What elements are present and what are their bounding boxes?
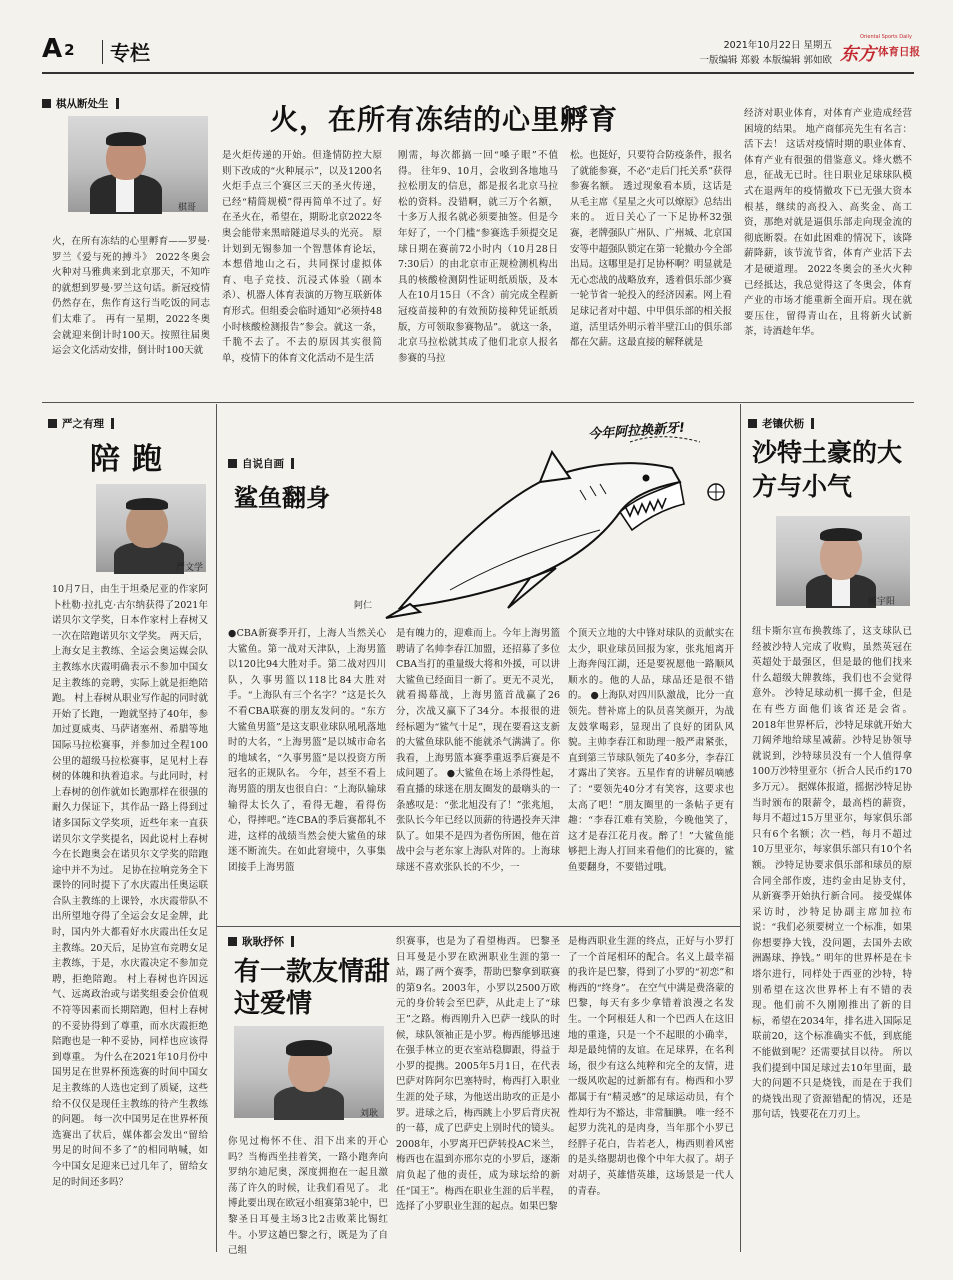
author-name-liu: 刘耿 xyxy=(360,1109,379,1119)
shark-eye xyxy=(643,475,650,482)
article-friendship-col2: 织赛事，也是为了看望梅西。 巴黎圣日耳曼是小罗在欧洲职业生涯的第一站，踢了两个赛季，帮助巴黎拿到联赛的第9名。2003年，小罗以2500万欧元的身价转会至巴萨，从此走上了“球王”之路。梅西刚升入巴萨一线队的时候，球队领袖正是小罗。梅西能够迅速在强手林立的更衣室站稳脚跟，得益于小罗的提携。2005年5月1日，在代表巴萨对阵阿尔巴塞特时，梅西打入职业生涯的处子球，为他送出助攻的正是小罗。进球之后，梅西跳上小罗后背庆祝的一幕，成了巴萨史上别时代的镜头。 2008年，小罗离开巴萨转投AC米兰，梅西也在温到亦邢尔克的小罗后，逐渐肩负起了他的责任，成为球坛给的新任“国王”。梅西在职业生涯的后半程，选择了小罗职业生涯的起点。如果巴黎 xyxy=(396,936,560,1213)
issue-date: 2021年10月22日 星期五 xyxy=(723,40,832,51)
section-title: 专栏 xyxy=(110,41,150,65)
shark-body xyxy=(386,452,680,618)
article-fire-col2: 是火炬传递的开始。但逢情防控大原则下改成的“火种展示”，以及1200名火炬手点三个赛区三天的圣火传递，已经“精简规模”得再简单不过了。好在圣火在，希望在，期盼北京2022冬奥会能带来黑暗隧道尽头的光亮。 原计划到无锡参加一个智慧体育论坛，本想借地山之石，共同探讨虚拟体育、电子竞技、沉浸式体验（剧本杀）、机器人体育表演的万物互联新体育形式。但组委会临时通知“必须持48小时核酸检测报告”参会。就这一条，千脆不去了。不去的原因其实很简单，疫情下的体育文化活动不是生活 xyxy=(222,150,382,364)
article-saudi: 纽卡斯尔宣布换教练了，这支球队已经被沙特人完成了收购，虽然英冠在英超处于最强区，但是最的他们找来什么超级大牌教练，我们也不会觉得意外。 沙特足球动机一掷千金，但是在有些方面他们该省还是会省。 2018年世界杯后，沙特足球就开始大刀阔斧地给球星减薪。沙特足协领导就说到，沙特球员没有一个人值得拿100万沙特里亚尔（折合人民币约170多万元）。 据媒体报道，摇据沙特足协当时颁布的限薪令，最高档的薪资，每月不超过15万里亚尔，每家俱乐部只有6个名额；次一档，每月不超过10万里亚尔，每家俱乐部只有10个名额。 沙特足协要求俱乐部和球员的原合同全部作废，违约金由足协支付，从新赛季开始执行新合同。 接受媒体采访时，沙特足协副主席加拉布说：“我们必须要树立一个标准，如果你想要挣大钱，没问题，去国外去欧洲踢球、挣钱。” 明年的世界杯是在卡塔尔进行，同样处于西亚的沙特，特别希望在这次世界杯上有不错的表现。他们前不久刚刚推出了新的目标，希望在2034年，排名进入国际足联前20，这个标准确实不低，到底能不能做到呢？还需要拭目以待。 所以我们提到中国足球过去10年里面，最大的问题不只是烧钱，而是在于我们的烧钱出现了资源错配的情况，还是那句话，钱要花在刀刃上。 xyxy=(752,626,912,1121)
column-tag-genggeng: 耿耿抒怀 xyxy=(228,934,294,949)
divider-left xyxy=(216,404,217,1252)
article-shark-col1: ●CBA新赛季开打，上海人当然关心大鲨鱼。第一战对天津队，上海男篮以120比94大胜对手。第二战对四川队，久事男篮以118比84大胜对手。“上海队有三个名字？”这是长久不看CBA联赛的朋友发问的。“东方大鲨鱼男篮”是这支职业球队吼吼落地时的大名，“上海男篮”是以城市命名的地域名，“久事男篮”是以投资方所冠名的正规队名。 今年，甚至不看上海男篮的朋友也很自白：“上海队输球输得太长久了，看得无趣，看得伤心，得摔吧。”连CBA的季后赛都轧不进，这样的战绩当然会使大鲨鱼的球迷不断流失。在如此窘境中，久事集团接手上海男篮 xyxy=(228,628,386,873)
brand-dong: 东方 xyxy=(840,44,876,65)
editors-line: 一版编辑 郑毅 本版编辑 郭如欧 xyxy=(699,55,832,66)
masthead xyxy=(42,34,920,70)
divider-mid xyxy=(216,926,740,927)
article-fire-col5: 经济对职业体育，对体育产业造成经营困境的结果。 地产商郁亮先生有名言：活下去！ 这话对疫情时期的职业体育、体育产业有很强的借鉴意义。烽火燃不息，征战无已时。往日职业足球球队模式在退两年的疫情撤攻下已无强大资本根基，继续的高投入、高奖金、高工资，那绝对就是逼俱乐部走向现金流的彻底断裂。在如此困难的情况下，该降薪降薪，该节流节省，体育产业活下去才是硬道理。 2022冬奥会的圣火火种已经抵达，我总觉得这了冬奥会，体育产业的市场才能重新全面开启。现在就要压住，留得青山在，且将新火试新茶，诗酒趁年华。 xyxy=(744,108,912,338)
masthead-rule xyxy=(42,72,914,74)
article-fire-col3: 刚需，每次都搞一回“嗓子眼”不值得。 往年9、10月，会收到各地地马拉松朋友的信息，都是报名北京马拉松的资料。没错啊，就三万个名额，十多万人报名就必须要抽签。但是今年好了，一个门槛“参赛选手须提交足球日期在赛前72小时内（10月28日7:30后）的由北京市正规检测机构出具的核酸检测阴性证明纸质版，及本人在10月15日（不含）前完成全程新冠疫苗接种的有效预防接种凭证纸质版，方可领取参赛物品”。 就这一条，北京马拉松就其成了他们北京人报名参赛的马拉 xyxy=(398,150,558,364)
article-shark-col3: 个顶天立地的大中锋对球队的贡献实在太少，职业球员回报为家，张兆旭离开上海奔闯江湖，还是要祝愿他一路顺风顺水的。他的人品，球品还是很不错的。 ●上海队对四川队激战，比分一直领先。替补席上的队员喜笑颜开，为战友鼓掌喝彩，显现出了良好的团队风貌。主帅李春江和助理一般严肃紧张，直到第三节球队领先了40多分，李春江才露出了笑容。五星作育的讲解员嘀感了：“要领先40分才有笑容，这要求也太高了吧！”朋友圈里的一条帖子更有趣：“李春江难有笑脸，今晚他笑了，这才是春江花月夜。醉了！”大鲨鱼能够把上海人打回来看他们的比赛的，鲨鱼要翻身，不要错过哦。 xyxy=(568,628,734,873)
author-name-yan: 严文学 xyxy=(176,563,204,573)
shark-cartoon xyxy=(380,412,740,622)
page-number: A 2 xyxy=(42,34,75,64)
column-tag-qige: 棋从断处生 xyxy=(42,96,119,111)
headline-shark: 鲨鱼翻身 xyxy=(234,484,330,512)
headline-fire: 火，在所有冻结的心里孵育 xyxy=(270,103,619,136)
cartoon-artist: 阿仁 xyxy=(354,601,373,611)
brand-en: Oriental Sports Daily xyxy=(860,34,912,40)
headline-peipao: 陪跑 xyxy=(90,442,174,477)
article-shark-col2: 是有魄力的，迎难而上。今年上海男篮聘请了名帅李春江加盟，还招募了多位CBA当打的重量级大将和外援，可以讲大鲨鱼已经面目一新了。更无不灵光，就看揭幕战，上海男篮首战赢了26分，次战又赢下了34分。本报很的进经标题为“鲨气十足”，现在要看这支新的大鲨鱼球队能不能就杀气满满了。你我看，上海男篮本赛季重返季后赛是不成问题了。 ●大鲨鱼在场上杀得性起，看直播的球迷在朋友圈发的最嗨头的一条感叹是：“张北旭没有了！”张兆旭，张队长今年已经以顶薪的待遇投奔天津队了。如果不是四为者伤所困，他在首战中会与老东家上海队对阵的。上海球球迷不喜欢张队长的不少，一 xyxy=(396,628,560,873)
author-photo-qige xyxy=(68,116,208,212)
headline-friendship: 有一款友情甜过爱情 xyxy=(234,957,391,1019)
column-tag-laoxiang: 老镶伏枥 xyxy=(748,416,814,431)
article-friendship-col1: 你见过梅怀不住、泪下出来的开心吗？当梅西坐挂着笑，一路小跑奔向罗纳尔迪尼奥，深度拥抱在一起且激荡了许久的时候，让我们看见了。 北博此要出现在欧冠小组赛第3轮中，巴黎圣日耳曼主场3比2击败莱比锡红牛。小罗这趟巴黎之行，既是为了自己组 xyxy=(228,1136,388,1257)
author-photo-yan xyxy=(96,484,206,572)
column-tag-zishuo: 自说自画 xyxy=(228,456,294,471)
divider-top xyxy=(42,402,914,403)
column-tag-yan: 严之有理 xyxy=(48,416,114,431)
headline-saudi: 沙特土豪的大方与小气 xyxy=(752,438,903,501)
section-divider xyxy=(102,40,103,64)
brand-logo xyxy=(840,34,920,70)
divider-right xyxy=(740,404,741,1252)
author-photo-ji xyxy=(776,516,910,606)
article-friendship-col3: 是梅西职业生涯的终点，正好与小罗打了一个首尾相环的配合。名义上最幸福的我许是巴黎，得到了小罗的“初恋”和梅西的“终身”。 在空气中满是费洛蒙的巴黎，每天有多少拿错着浪漫之名发生。一个阿根廷人和一个巴西人在这旧地的重逢，只是一个不起眼的小确幸，却是最纯情的友谊。在足球界，在名利场，很少有这么纯粹和完全的友情，进一级风吹起的过新都有有。梅西和小罗都属于有“精灵感”的足球运动员，有个性却行为不豁达，非常腼腆。 唯一经不起罗力洗礼的是肉身，当年那个小罗已经胖子花白，告若老人，梅西则着风密的是头络腮胡也像个中年大叔了。胡子对胡子，英雄惜英雄，这场景是一代人的青春。 xyxy=(568,936,734,1197)
author-photo-liu xyxy=(234,1026,384,1118)
author-name-ji: 姬宇阳 xyxy=(868,597,896,607)
cartoon-speech: 今年阿拉换新牙! xyxy=(587,420,686,443)
article-fire-col4: 松。也挺好，只要符合防疫条件，报名了就能参赛，不必“走后门托关系”获得参赛名额。 透过现象看本质，这话是从毛主席《星星之火可以燎原》总结出来的。 近日关心了一下足协杯32强赛，老牌强队广州队、广州城、北京国安等中超强队锁定在第一轮撤办今全部出局。这哪里是打足协杯啊？明显就是无心恋战的战略放弃，透着俱乐部少赛一轮节省一轮投入的经济因素。网上看足球记者对中超、中甲俱乐部的相关报道，活里话外明示着半壁江山的俱乐部都在欠薪。这最直接的解释就是 xyxy=(570,150,732,349)
article-peipao: 10月7日，由生于坦桑尼亚的作家阿卜杜勒·拉扎克·古尔纳获得了2021年诺贝尔文学奖，日本作家村上春树又一次在陪跑诺贝尔文学奖。 两天后，上海女足主教练、全运会奥运媒会队主教练水庆霞明确表示不参加中国女足主教练的竞聘，实际上就是拒绝陪跑。 村上春树从职业写作起的同时就开始了长跑，一跑就坚持了40年，参加过夏威夷、马萨诸塞州、希腊等地国际马拉松赛事，并参加过全程100公里的超级马拉松赛事，足见村上春树的体魄和执着追求。与此同时，村上春树的创作就如长跑那样在很强的耐久力保证下，其作品一路上得到过诸多国际文学奖项，近些年来一直获诺贝尔文学奖提名，因此说村上春树今在长跑奥会在诺贝尔文学奖的陪跑途中并不为过。 足协在拉响竞务全下课铃的同时提下了水庆霞出任奥运联合队主教练的上课铃，水庆霞带队不出所望地夺得了全运会女足金牌，此时，国内外大都看好水庆霞出任女足主教练。20天后，足协宣布竞聘女足主教练，于是，水庆霞决定不参加竞聘，拒绝陪跑。 村上春树也许因远气、远离政治或与诺奖组委会价值观不符等因素而长期陪跑，但村上春树的不妥协得到了尊重，而水庆霞拒绝陪跑也是一种不妥协，同样也应该得到尊重。 为什么在2021年10月份中国男足在世界杯预选赛的时间中国女足主教练的人选也定到了质疑，这些给不仅仅是现任主教练的待产生教练的问题。 每一次中国男足在世界杯预选赛出了状后，媒体都会发出“留给男足的时间不多了”的相同呐喊，如今中国女足迎来已过几年了，留给女足的时间还多吗？ xyxy=(52,584,208,1188)
article-fire-col1: 火，在所有冻结的心里孵育——罗曼·罗兰《爱与死的搏斗》 2022冬奥会火种对马雅典来到北京那天，不知咋的就想到罗曼·罗兰这句话。新冠疫情仍然存在，焦作育这行当吃饭的同志们太难了。 再有一星期，2022冬奥会就迎来倒计时100天。按照往届奥运会文化活动安排，倒计时100天就 xyxy=(52,236,210,357)
author-name-qige: 棋哥 xyxy=(178,203,197,213)
brand-sub: 体育日报 xyxy=(878,46,920,58)
